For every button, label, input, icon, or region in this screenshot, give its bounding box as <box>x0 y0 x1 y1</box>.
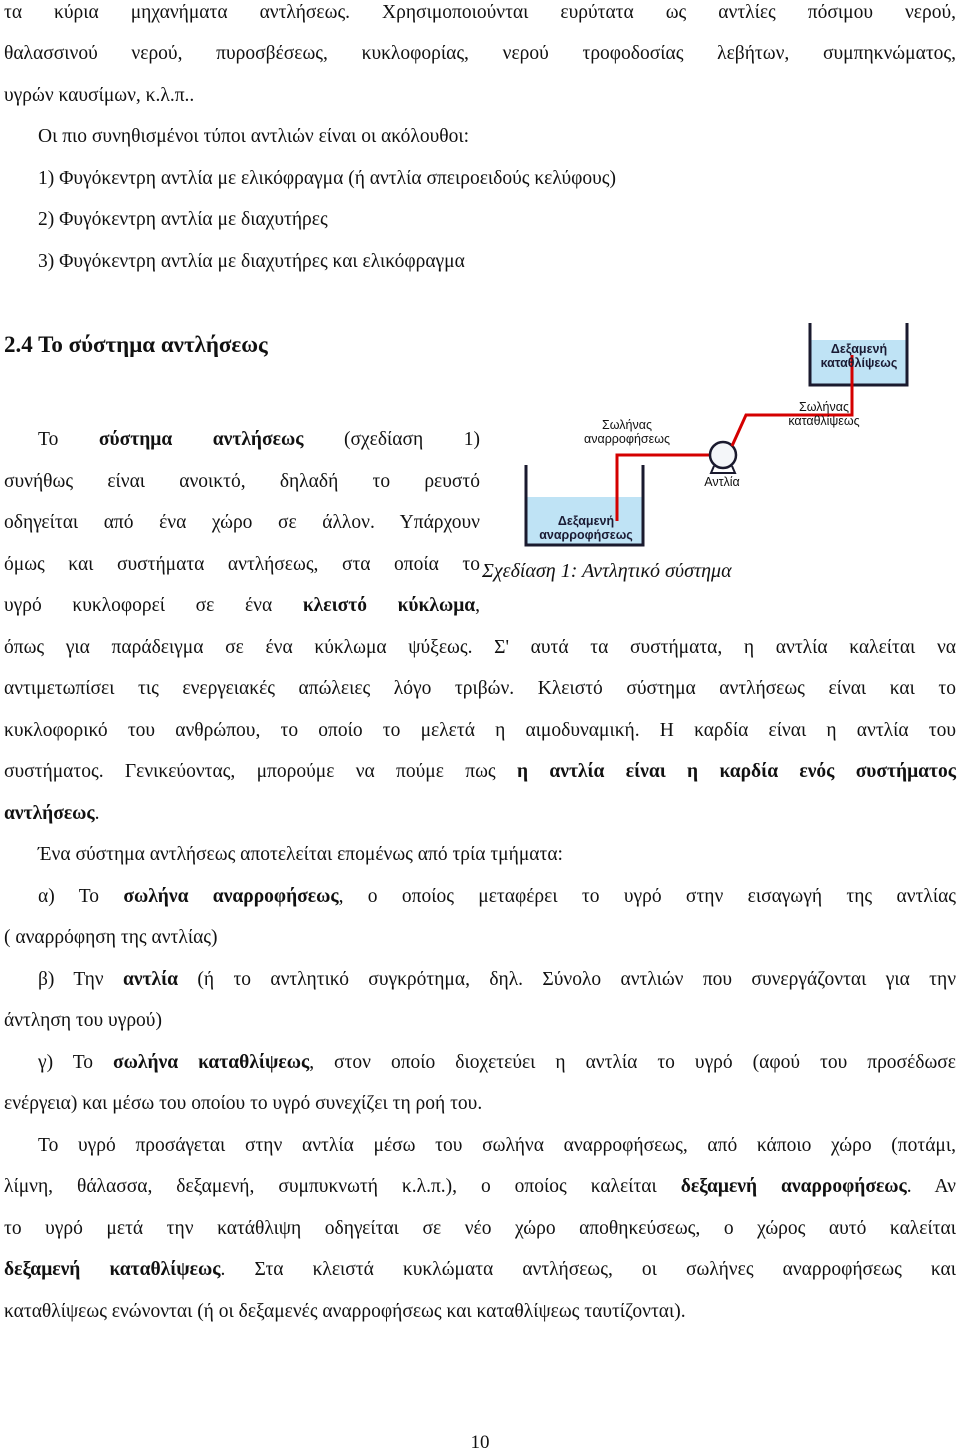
list-item: α) Το σωλήνα αναρροφήσεως, ο οποίος μεταφέρει το υγρό στην εισαγωγή της αντλίας <box>38 886 957 907</box>
text-line: αντλήσεως. <box>4 803 100 824</box>
text-line: ενέργεια) και μέσω του οποίου το υγρό συνεχίζει τη ροή του. <box>4 1093 483 1114</box>
suction-tank-label: Δεξαμενή αναρροφήσεως <box>539 514 633 542</box>
list-item: 2) Φυγόκεντρη αντλία με διαχυτήρες <box>38 209 328 230</box>
text-line: ( αναρρόφηση της αντλίας) <box>4 927 218 948</box>
text-line: υγρών καυσίμων, κ.λ.π.. <box>4 85 195 106</box>
text-line: συνήθως είναι ανοικτό, δηλαδή το ρευστό <box>4 471 480 492</box>
types-intro: Οι πιο συνηθισμένοι τύποι αντλιών είναι οι ακόλουθοι: <box>38 126 470 147</box>
text-line: οδηγείται από ένα χώρο σε άλλον. Υπάρχουν <box>4 512 480 533</box>
list-item: 3) Φυγόκεντρη αντλία με διαχυτήρες και ελικόφραγμα <box>38 251 465 272</box>
text-line: άντληση του υγρού) <box>4 1010 162 1031</box>
text-line: όμως και συστήματα αντλήσεως, στα οποία το <box>4 554 480 575</box>
pump-label: Αντλία <box>704 475 740 489</box>
text-line: τα κύρια μηχανήματα αντλήσεως. Χρησιμοποιούνται ευρύτατα ως αντλίες πόσιμου νερού, <box>4 2 956 23</box>
pumping-system-figure <box>520 295 960 550</box>
text-line: θαλασσινού νερού, πυροσβέσεως, κυκλοφορίας, νερού τροφοδοσίας λεβήτων, συμπηκνώματος, <box>4 43 956 64</box>
suction-pipe-label: Σωλήνας αναρροφήσεως <box>583 418 670 446</box>
text-line: συστήματος. Γενικεύοντας, μπορούμε να πούμε πως η αντλία είναι η καρδία ενός συστήματος <box>4 761 956 782</box>
list-item: γ) Το σωλήνα καταθλίψεως, στον οποίο διοχετεύει η αντλία το υγρό (αφού του προσέδωσε <box>38 1052 956 1073</box>
text-line: όπως για παράδειγμα σε ένα κύκλωμα ψύξεως. Σ' αυτά τα συστήματα, η αντλία καλείται να <box>4 637 956 658</box>
text-line: Το υγρό προσάγεται στην αντλία μέσω του σωλήνα αναρροφήσεως, από κάποιο χώρο (ποτάμι, <box>38 1135 956 1156</box>
text-line: καταθλίψεως ενώνονται (ή οι δεξαμενές αναρροφήσεως και καταθλίψεως ταυτίζονται). <box>4 1301 686 1322</box>
figure-caption: Σχεδίαση 1: Αντλητικό σύστημα <box>482 560 732 582</box>
page-number: 10 <box>470 1432 490 1453</box>
discharge-pipe-label: Σωλήνας καταθλίψεως <box>788 400 860 428</box>
discharge-tank-label: Δεξαμενή καταθλίψεως <box>820 342 898 370</box>
text-line: κυκλοφορικό του ανθρώπου, το οποίο το μελετά η αιμοδυναμική. Η καρδία είναι η αντλία του <box>4 720 956 741</box>
list-item: β) Την αντλία (ή το αντλητικό συγκρότημα, δηλ. Σύνολο αντλιών που συνεργάζονται για την <box>38 969 957 990</box>
text-line: Το σύστημα αντλήσεως (σχεδίαση 1) <box>38 429 480 450</box>
text-line: υγρό κυκλοφορεί σε ένα κλειστό κύκλωμα, <box>4 595 481 616</box>
text-line: αντιμετωπίσει τις ενεργειακές απώλειες λόγο τριβών. Κλειστό σύστημα αντλήσεως είναι και το <box>4 678 956 699</box>
list-item: 1) Φυγόκεντρη αντλία με ελικόφραγμα (ή αντλία σπειροειδούς κελύφους) <box>38 168 616 189</box>
text-line: δεξαμενή καταθλίψεως. Στα κλειστά κυκλώματα αντλήσεως, οι σωλήνες αναρροφήσεως και <box>4 1259 956 1280</box>
text-line: λίμνη, θάλασσα, δεξαμενή, συμπυκνωτή κ.λ.π.), ο οποίος καλείται δεξαμενή αναρροφήσεως. Αν <box>4 1176 956 1197</box>
section-heading: 2.4 Το σύστημα αντλήσεως <box>4 332 268 357</box>
text-line: Ένα σύστημα αντλήσεως αποτελείται επομένως από τρία τμήματα: <box>38 844 563 865</box>
text-line: το υγρό μετά την κατάθλιψη οδηγείται σε νέο χώρο αποθηκεύσεως, ο χώρος αυτό καλείται <box>4 1218 956 1239</box>
